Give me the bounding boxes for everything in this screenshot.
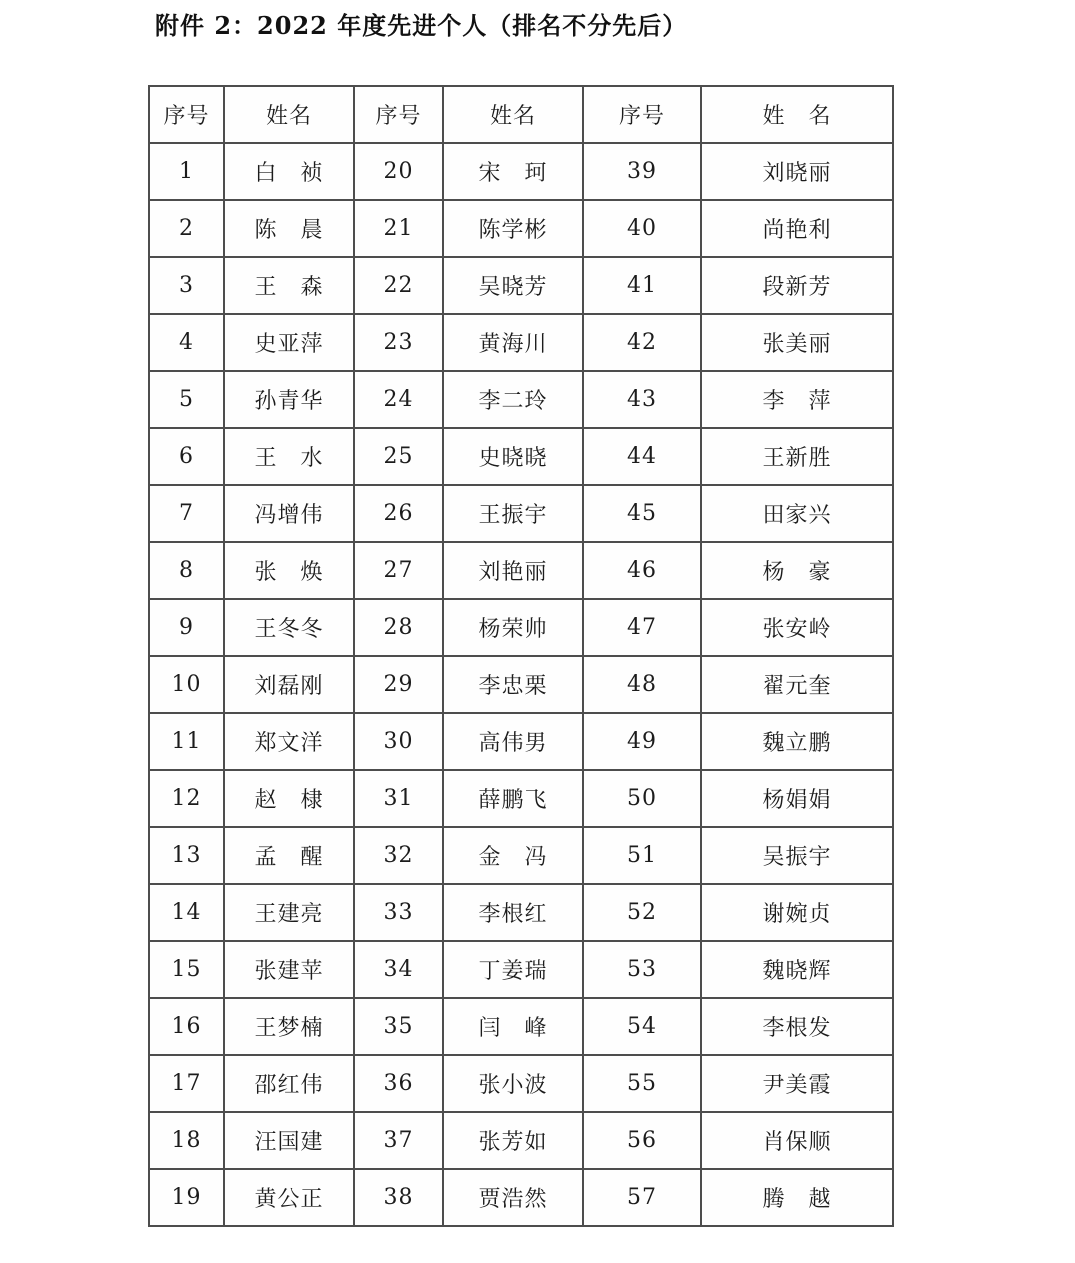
name-cell: 杨 豪 [701, 542, 893, 599]
table-row [149, 485, 893, 542]
table-row [149, 542, 893, 599]
serial-cell: 27 [354, 542, 443, 599]
table-row [149, 884, 893, 941]
name-cell: 张 焕 [224, 542, 354, 599]
column-header-serial-2: 序号 [354, 86, 443, 143]
serial-cell: 28 [354, 599, 443, 656]
serial-cell: 7 [149, 485, 224, 542]
serial-cell: 34 [354, 941, 443, 998]
name-cell: 李二玲 [443, 371, 583, 428]
serial-cell: 36 [354, 1055, 443, 1112]
name-cell: 张小波 [443, 1055, 583, 1112]
name-cell: 李根发 [701, 998, 893, 1055]
name-cell: 刘艳丽 [443, 542, 583, 599]
name-cell: 闫 峰 [443, 998, 583, 1055]
table-row [149, 143, 893, 200]
serial-cell: 52 [583, 884, 701, 941]
table-row [149, 998, 893, 1055]
serial-cell: 8 [149, 542, 224, 599]
name-cell: 刘磊刚 [224, 656, 354, 713]
serial-cell: 32 [354, 827, 443, 884]
serial-cell: 9 [149, 599, 224, 656]
name-cell: 张美丽 [701, 314, 893, 371]
name-cell: 李忠栗 [443, 656, 583, 713]
column-header-name-1: 姓名 [224, 86, 354, 143]
name-cell: 孙青华 [224, 371, 354, 428]
name-cell: 贾浩然 [443, 1169, 583, 1226]
serial-cell: 31 [354, 770, 443, 827]
table-row [149, 941, 893, 998]
serial-cell: 3 [149, 257, 224, 314]
name-cell: 赵 棣 [224, 770, 354, 827]
table-row [149, 656, 893, 713]
serial-cell: 22 [354, 257, 443, 314]
serial-cell: 47 [583, 599, 701, 656]
serial-cell: 5 [149, 371, 224, 428]
serial-cell: 48 [583, 656, 701, 713]
table-row [149, 371, 893, 428]
name-cell: 魏立鹏 [701, 713, 893, 770]
serial-cell: 14 [149, 884, 224, 941]
name-cell: 金 冯 [443, 827, 583, 884]
name-cell: 冯增伟 [224, 485, 354, 542]
name-cell: 腾 越 [701, 1169, 893, 1226]
serial-cell: 44 [583, 428, 701, 485]
serial-cell: 24 [354, 371, 443, 428]
name-cell: 王冬冬 [224, 599, 354, 656]
serial-cell: 37 [354, 1112, 443, 1169]
name-cell: 肖保顺 [701, 1112, 893, 1169]
name-cell: 郑文洋 [224, 713, 354, 770]
serial-cell: 56 [583, 1112, 701, 1169]
name-cell: 尹美霞 [701, 1055, 893, 1112]
serial-cell: 15 [149, 941, 224, 998]
name-cell: 陈学彬 [443, 200, 583, 257]
name-cell: 张芳如 [443, 1112, 583, 1169]
name-cell: 李 萍 [701, 371, 893, 428]
table-row [149, 1055, 893, 1112]
serial-cell: 19 [149, 1169, 224, 1226]
serial-cell: 11 [149, 713, 224, 770]
column-header-serial-1: 序号 [149, 86, 224, 143]
name-cell: 李根红 [443, 884, 583, 941]
serial-cell: 16 [149, 998, 224, 1055]
serial-cell: 41 [583, 257, 701, 314]
table-row [149, 827, 893, 884]
serial-cell: 4 [149, 314, 224, 371]
name-cell: 宋 珂 [443, 143, 583, 200]
table-row [149, 257, 893, 314]
column-header-name-3: 姓 名 [701, 86, 893, 143]
table-row [149, 599, 893, 656]
name-cell: 王 森 [224, 257, 354, 314]
table-row [149, 770, 893, 827]
name-cell: 高伟男 [443, 713, 583, 770]
name-cell: 白 祯 [224, 143, 354, 200]
serial-cell: 38 [354, 1169, 443, 1226]
name-cell: 王梦楠 [224, 998, 354, 1055]
serial-cell: 50 [583, 770, 701, 827]
table-row [149, 428, 893, 485]
name-cell: 尚艳利 [701, 200, 893, 257]
serial-cell: 57 [583, 1169, 701, 1226]
name-cell: 王 水 [224, 428, 354, 485]
name-cell: 张建苹 [224, 941, 354, 998]
serial-cell: 45 [583, 485, 701, 542]
name-cell: 邵红伟 [224, 1055, 354, 1112]
column-header-name-2: 姓名 [443, 86, 583, 143]
page-title: 附件 2：2022 年度先进个人（排名不分先后） [155, 11, 688, 40]
name-cell: 汪国建 [224, 1112, 354, 1169]
serial-cell: 33 [354, 884, 443, 941]
serial-cell: 46 [583, 542, 701, 599]
serial-cell: 51 [583, 827, 701, 884]
serial-cell: 40 [583, 200, 701, 257]
serial-cell: 23 [354, 314, 443, 371]
serial-cell: 20 [354, 143, 443, 200]
table-row [149, 713, 893, 770]
awardees-table [148, 85, 894, 1227]
name-cell: 黄公正 [224, 1169, 354, 1226]
serial-cell: 49 [583, 713, 701, 770]
name-cell: 史晓晓 [443, 428, 583, 485]
serial-cell: 26 [354, 485, 443, 542]
serial-cell: 17 [149, 1055, 224, 1112]
name-cell: 杨荣帅 [443, 599, 583, 656]
name-cell: 孟 醒 [224, 827, 354, 884]
name-cell: 吴振宇 [701, 827, 893, 884]
name-cell: 王建亮 [224, 884, 354, 941]
serial-cell: 18 [149, 1112, 224, 1169]
serial-cell: 54 [583, 998, 701, 1055]
name-cell: 杨娟娟 [701, 770, 893, 827]
serial-cell: 39 [583, 143, 701, 200]
name-cell: 魏晓辉 [701, 941, 893, 998]
column-header-serial-3: 序号 [583, 86, 701, 143]
name-cell: 陈 晨 [224, 200, 354, 257]
serial-cell: 42 [583, 314, 701, 371]
serial-cell: 53 [583, 941, 701, 998]
name-cell: 翟元奎 [701, 656, 893, 713]
name-cell: 史亚萍 [224, 314, 354, 371]
name-cell: 吴晓芳 [443, 257, 583, 314]
name-cell: 段新芳 [701, 257, 893, 314]
serial-cell: 2 [149, 200, 224, 257]
name-cell: 丁姜瑞 [443, 941, 583, 998]
name-cell: 王新胜 [701, 428, 893, 485]
serial-cell: 1 [149, 143, 224, 200]
table-row [149, 200, 893, 257]
serial-cell: 6 [149, 428, 224, 485]
name-cell: 田家兴 [701, 485, 893, 542]
serial-cell: 30 [354, 713, 443, 770]
serial-cell: 21 [354, 200, 443, 257]
name-cell: 谢婉贞 [701, 884, 893, 941]
header-row [149, 86, 893, 143]
table-row [149, 314, 893, 371]
name-cell: 黄海川 [443, 314, 583, 371]
serial-cell: 35 [354, 998, 443, 1055]
name-cell: 刘晓丽 [701, 143, 893, 200]
name-cell: 薛鹏飞 [443, 770, 583, 827]
serial-cell: 43 [583, 371, 701, 428]
name-cell: 张安岭 [701, 599, 893, 656]
name-cell: 王振宇 [443, 485, 583, 542]
serial-cell: 55 [583, 1055, 701, 1112]
serial-cell: 10 [149, 656, 224, 713]
table-row [149, 1112, 893, 1169]
serial-cell: 13 [149, 827, 224, 884]
serial-cell: 12 [149, 770, 224, 827]
serial-cell: 25 [354, 428, 443, 485]
serial-cell: 29 [354, 656, 443, 713]
table-row [149, 1169, 893, 1226]
